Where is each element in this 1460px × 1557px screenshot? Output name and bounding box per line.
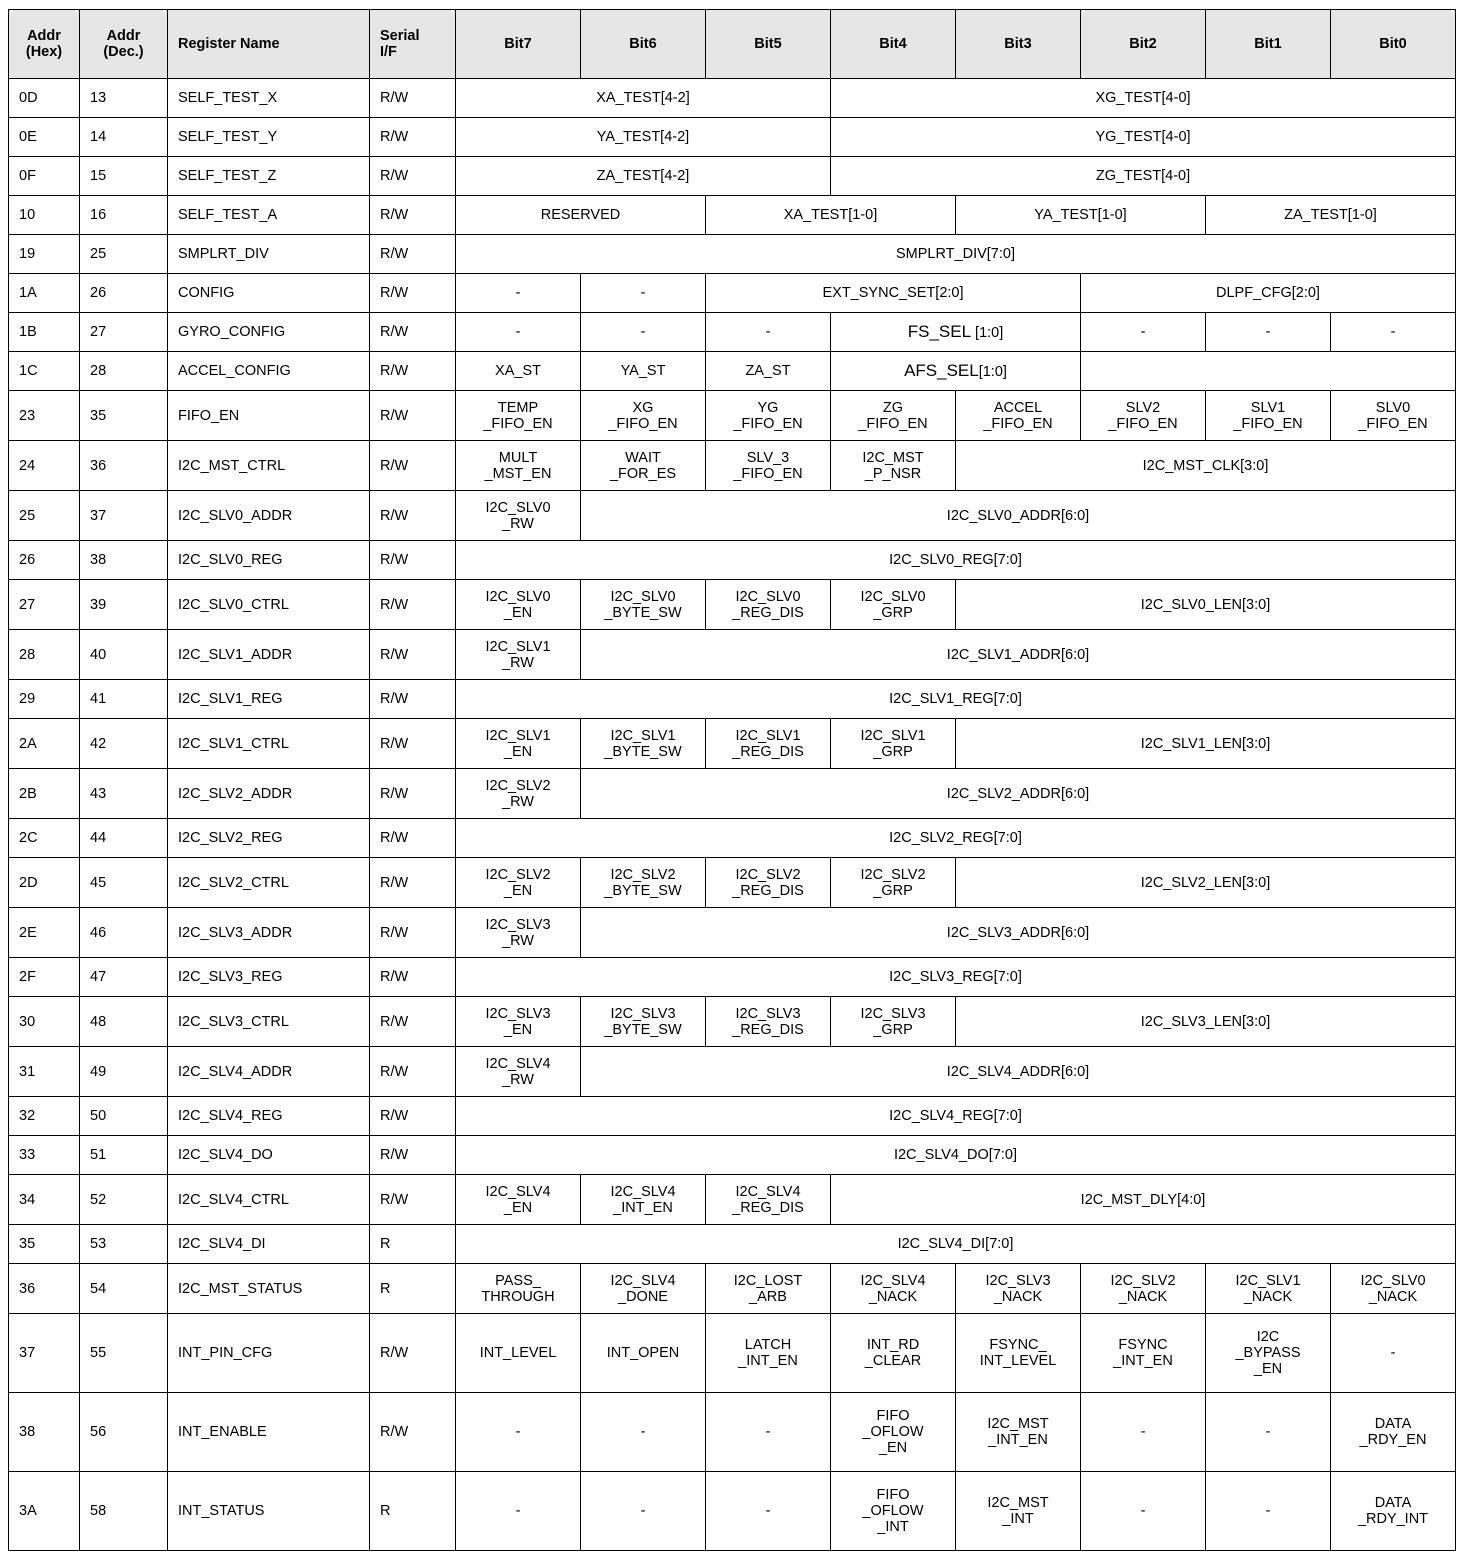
addr-dec-cell: 56	[80, 1393, 168, 1472]
bit-field-cell: INT_OPEN	[581, 1314, 706, 1393]
serial-if-cell: R/W	[370, 1175, 456, 1225]
table-row	[9, 858, 1456, 908]
bit-field-cell: I2C_SLV1_ADDR[6:0]	[581, 630, 1456, 680]
register-rows	[9, 79, 1456, 1551]
bit-field-cell: -	[581, 1393, 706, 1472]
bit-field-cell: INT_RD _CLEAR	[831, 1314, 956, 1393]
register-name-cell: ACCEL_CONFIG	[168, 352, 370, 391]
bit-field-cell: I2C_SLV3_LEN[3:0]	[956, 997, 1456, 1047]
addr-dec-cell: 46	[80, 908, 168, 958]
addr-dec-cell: 14	[80, 118, 168, 157]
register-name-cell: GYRO_CONFIG	[168, 313, 370, 352]
bit-field-cell: I2C_LOST _ARB	[706, 1264, 831, 1314]
addr-dec-cell: 39	[80, 580, 168, 630]
addr-hex-cell: 0E	[9, 118, 80, 157]
table-row	[9, 196, 1456, 235]
addr-hex-cell: 33	[9, 1136, 80, 1175]
register-name-cell: I2C_SLV2_CTRL	[168, 858, 370, 908]
serial-if-cell: R	[370, 1472, 456, 1551]
bit-field-cell: I2C_SLV3_ADDR[6:0]	[581, 908, 1456, 958]
table-row	[9, 491, 1456, 541]
col-header-bit4: Bit4	[831, 10, 956, 79]
bit-field-cell: YA_ST	[581, 352, 706, 391]
serial-if-cell: R/W	[370, 630, 456, 680]
bit-field-cell: FIFO _OFLOW _INT	[831, 1472, 956, 1551]
register-name-cell: I2C_SLV4_ADDR	[168, 1047, 370, 1097]
addr-hex-cell: 32	[9, 1097, 80, 1136]
register-name-cell: SELF_TEST_A	[168, 196, 370, 235]
addr-dec-cell: 40	[80, 630, 168, 680]
register-name-cell: I2C_SLV4_CTRL	[168, 1175, 370, 1225]
bit-field-cell: FIFO _OFLOW _EN	[831, 1393, 956, 1472]
bit-field-cell: I2C _BYPASS _EN	[1206, 1314, 1331, 1393]
bit-field-name: FS_SEL	[907, 321, 972, 341]
bit-field-cell: I2C_SLV1 _EN	[456, 719, 581, 769]
addr-dec-cell: 43	[80, 769, 168, 819]
bit-field-cell: I2C_MST _INT_EN	[956, 1393, 1081, 1472]
bit-field-cell: I2C_SLV1 _RW	[456, 630, 581, 680]
bit-field-cell: I2C_SLV0 _NACK	[1331, 1264, 1456, 1314]
bit-field-cell: -	[706, 313, 831, 352]
table-row	[9, 157, 1456, 196]
addr-dec-cell: 47	[80, 958, 168, 997]
bit-field-cell: I2C_SLV4_DO[7:0]	[456, 1136, 1456, 1175]
serial-if-cell: R/W	[370, 352, 456, 391]
bit-field-range: [1:0]	[978, 363, 1007, 380]
table-row	[9, 769, 1456, 819]
addr-hex-cell: 31	[9, 1047, 80, 1097]
register-name-cell: I2C_SLV1_ADDR	[168, 630, 370, 680]
bit-field-cell	[1081, 352, 1456, 391]
col-header-addr-dec: Addr (Dec.)	[80, 10, 168, 79]
table-row	[9, 680, 1456, 719]
bit-field-cell: INT_LEVEL	[456, 1314, 581, 1393]
bit-field-cell	[831, 352, 1081, 391]
register-name-cell: I2C_SLV1_REG	[168, 680, 370, 719]
col-header-bit6: Bit6	[581, 10, 706, 79]
addr-hex-cell: 29	[9, 680, 80, 719]
serial-if-cell: R/W	[370, 769, 456, 819]
bit-field-cell: I2C_SLV0 _GRP	[831, 580, 956, 630]
serial-if-cell: R/W	[370, 680, 456, 719]
addr-hex-cell: 34	[9, 1175, 80, 1225]
serial-if-cell: R/W	[370, 1393, 456, 1472]
bit-field-cell: -	[1081, 313, 1206, 352]
addr-hex-cell: 10	[9, 196, 80, 235]
bit-field-cell: I2C_SLV3 _REG_DIS	[706, 997, 831, 1047]
register-name-cell: I2C_SLV4_REG	[168, 1097, 370, 1136]
serial-if-cell: R/W	[370, 157, 456, 196]
bit-field-cell: FSYNC _INT_EN	[1081, 1314, 1206, 1393]
bit-field-cell: ZA_ST	[706, 352, 831, 391]
register-name-cell: SELF_TEST_Z	[168, 157, 370, 196]
addr-hex-cell: 1A	[9, 274, 80, 313]
bit-field-cell: XA_TEST[1-0]	[706, 196, 956, 235]
register-name-cell: I2C_SLV0_REG	[168, 541, 370, 580]
addr-hex-cell: 2D	[9, 858, 80, 908]
bit-field-cell: SMPLRT_DIV[7:0]	[456, 235, 1456, 274]
register-name-cell: I2C_MST_STATUS	[168, 1264, 370, 1314]
addr-dec-cell: 13	[80, 79, 168, 118]
bit-field-cell: I2C_SLV1 _NACK	[1206, 1264, 1331, 1314]
addr-hex-cell: 28	[9, 630, 80, 680]
bit-field-cell: ZG_TEST[4-0]	[831, 157, 1456, 196]
addr-dec-cell: 42	[80, 719, 168, 769]
addr-dec-cell: 15	[80, 157, 168, 196]
addr-hex-cell: 1B	[9, 313, 80, 352]
table-row	[9, 1225, 1456, 1264]
bit-field-cell: ZG _FIFO_EN	[831, 391, 956, 441]
bit-field-cell: I2C_SLV1_LEN[3:0]	[956, 719, 1456, 769]
bit-field-cell: I2C_SLV2_REG[7:0]	[456, 819, 1456, 858]
register-name-cell: FIFO_EN	[168, 391, 370, 441]
register-map-table	[8, 9, 1456, 1551]
addr-hex-cell: 2E	[9, 908, 80, 958]
bit-field-cell: I2C_SLV3 _BYTE_SW	[581, 997, 706, 1047]
bit-field-cell: TEMP _FIFO_EN	[456, 391, 581, 441]
bit-field-cell: -	[1081, 1393, 1206, 1472]
serial-if-cell: R	[370, 1225, 456, 1264]
table-row	[9, 79, 1456, 118]
register-name-cell: I2C_SLV2_ADDR	[168, 769, 370, 819]
col-header-bit1: Bit1	[1206, 10, 1331, 79]
bit-field-cell: I2C_MST_DLY[4:0]	[831, 1175, 1456, 1225]
table-row	[9, 313, 1456, 352]
bit-field-cell: -	[706, 1393, 831, 1472]
bit-field-cell: LATCH _INT_EN	[706, 1314, 831, 1393]
addr-hex-cell: 25	[9, 491, 80, 541]
addr-hex-cell: 3A	[9, 1472, 80, 1551]
bit-field-cell: I2C_SLV0 _REG_DIS	[706, 580, 831, 630]
register-name-cell: I2C_SLV3_REG	[168, 958, 370, 997]
col-header-addr-hex: Addr (Hex)	[9, 10, 80, 79]
register-name-cell: SELF_TEST_X	[168, 79, 370, 118]
bit-field-cell: I2C_SLV3 _NACK	[956, 1264, 1081, 1314]
addr-hex-cell: 37	[9, 1314, 80, 1393]
register-name-cell: INT_PIN_CFG	[168, 1314, 370, 1393]
serial-if-cell: R/W	[370, 313, 456, 352]
bit-field-cell: -	[456, 313, 581, 352]
bit-field-cell: -	[1331, 1314, 1456, 1393]
serial-if-cell: R/W	[370, 858, 456, 908]
bit-field-cell: I2C_MST _INT	[956, 1472, 1081, 1551]
addr-dec-cell: 48	[80, 997, 168, 1047]
table-row	[9, 441, 1456, 491]
serial-if-cell: R/W	[370, 541, 456, 580]
bit-field-cell: -	[1331, 313, 1456, 352]
addr-hex-cell: 2F	[9, 958, 80, 997]
addr-dec-cell: 44	[80, 819, 168, 858]
addr-hex-cell: 30	[9, 997, 80, 1047]
table-row	[9, 352, 1456, 391]
addr-hex-cell: 0F	[9, 157, 80, 196]
table-row	[9, 580, 1456, 630]
bit-field-cell: XA_ST	[456, 352, 581, 391]
bit-field-cell: I2C_SLV1 _GRP	[831, 719, 956, 769]
bit-field-cell: I2C_SLV2_LEN[3:0]	[956, 858, 1456, 908]
bit-field-cell: WAIT _FOR_ES	[581, 441, 706, 491]
table-row	[9, 1097, 1456, 1136]
addr-hex-cell: 2C	[9, 819, 80, 858]
bit-field-cell: I2C_SLV0 _BYTE_SW	[581, 580, 706, 630]
bit-field-cell: I2C_SLV0_ADDR[6:0]	[581, 491, 1456, 541]
table-row	[9, 1393, 1456, 1472]
addr-dec-cell: 25	[80, 235, 168, 274]
bit-field-cell: I2C_SLV4 _DONE	[581, 1264, 706, 1314]
col-header-register-name: Register Name	[168, 10, 370, 79]
bit-field-cell: I2C_SLV3 _GRP	[831, 997, 956, 1047]
bit-field-cell: I2C_SLV4 _INT_EN	[581, 1175, 706, 1225]
bit-field-cell: -	[456, 1393, 581, 1472]
bit-field-cell: I2C_MST_CLK[3:0]	[956, 441, 1456, 491]
bit-field-cell: -	[1206, 313, 1331, 352]
serial-if-cell: R/W	[370, 441, 456, 491]
bit-field-cell: -	[1081, 1472, 1206, 1551]
addr-hex-cell: 2A	[9, 719, 80, 769]
bit-field-cell: I2C_SLV4_REG[7:0]	[456, 1097, 1456, 1136]
register-name-cell: I2C_MST_CTRL	[168, 441, 370, 491]
serial-if-cell: R	[370, 1264, 456, 1314]
bit-field-cell: I2C_SLV2 _GRP	[831, 858, 956, 908]
bit-field-cell: I2C_SLV2 _BYTE_SW	[581, 858, 706, 908]
addr-dec-cell: 36	[80, 441, 168, 491]
bit-field-cell: XG _FIFO_EN	[581, 391, 706, 441]
bit-field-cell: -	[1206, 1393, 1331, 1472]
addr-dec-cell: 27	[80, 313, 168, 352]
serial-if-cell: R/W	[370, 391, 456, 441]
register-name-cell: I2C_SLV4_DI	[168, 1225, 370, 1264]
bit-field-cell: I2C_SLV2_ADDR[6:0]	[581, 769, 1456, 819]
bit-field-cell: RESERVED	[456, 196, 706, 235]
serial-if-cell: R/W	[370, 79, 456, 118]
bit-field-cell: SLV_3 _FIFO_EN	[706, 441, 831, 491]
addr-dec-cell: 41	[80, 680, 168, 719]
addr-dec-cell: 38	[80, 541, 168, 580]
serial-if-cell: R/W	[370, 118, 456, 157]
col-header-bit7: Bit7	[456, 10, 581, 79]
col-header-bit3: Bit3	[956, 10, 1081, 79]
table-row	[9, 391, 1456, 441]
bit-field-cell: I2C_SLV2 _RW	[456, 769, 581, 819]
bit-field-cell: I2C_SLV2 _EN	[456, 858, 581, 908]
col-header-bit5: Bit5	[706, 10, 831, 79]
bit-field-cell: I2C_SLV4 _EN	[456, 1175, 581, 1225]
bit-field-cell: I2C_SLV3_REG[7:0]	[456, 958, 1456, 997]
addr-hex-cell: 1C	[9, 352, 80, 391]
bit-field-cell: XA_TEST[4-2]	[456, 79, 831, 118]
addr-dec-cell: 54	[80, 1264, 168, 1314]
table-row	[9, 997, 1456, 1047]
serial-if-cell: R/W	[370, 719, 456, 769]
bit-field-cell: MULT _MST_EN	[456, 441, 581, 491]
bit-field-cell: I2C_SLV0 _RW	[456, 491, 581, 541]
addr-dec-cell: 52	[80, 1175, 168, 1225]
bit-field-cell: -	[456, 1472, 581, 1551]
bit-field-cell: DLPF_CFG[2:0]	[1081, 274, 1456, 313]
col-header-serial-if: Serial I/F	[370, 10, 456, 79]
bit-field-cell: DATA _RDY_INT	[1331, 1472, 1456, 1551]
bit-field-cell: I2C_SLV4 _NACK	[831, 1264, 956, 1314]
register-name-cell: SELF_TEST_Y	[168, 118, 370, 157]
addr-hex-cell: 24	[9, 441, 80, 491]
table-row	[9, 1314, 1456, 1393]
serial-if-cell: R/W	[370, 196, 456, 235]
bit-field-cell: I2C_SLV2 _NACK	[1081, 1264, 1206, 1314]
table-row	[9, 908, 1456, 958]
register-name-cell: I2C_SLV2_REG	[168, 819, 370, 858]
bit-field-cell: SLV1 _FIFO_EN	[1206, 391, 1331, 441]
addr-hex-cell: 19	[9, 235, 80, 274]
serial-if-cell: R/W	[370, 274, 456, 313]
bit-field-cell: -	[456, 274, 581, 313]
bit-field-cell: I2C_SLV0 _EN	[456, 580, 581, 630]
table-row	[9, 1472, 1456, 1551]
addr-hex-cell: 38	[9, 1393, 80, 1472]
serial-if-cell: R/W	[370, 1097, 456, 1136]
table-row	[9, 1136, 1456, 1175]
bit-field-cell: I2C_SLV4_ADDR[6:0]	[581, 1047, 1456, 1097]
bit-field-cell: I2C_MST _P_NSR	[831, 441, 956, 491]
bit-field-cell: EXT_SYNC_SET[2:0]	[706, 274, 1081, 313]
serial-if-cell: R/W	[370, 235, 456, 274]
col-header-bit0: Bit0	[1331, 10, 1456, 79]
serial-if-cell: R/W	[370, 580, 456, 630]
bit-field-cell: PASS_ THROUGH	[456, 1264, 581, 1314]
addr-hex-cell: 35	[9, 1225, 80, 1264]
addr-dec-cell: 50	[80, 1097, 168, 1136]
addr-hex-cell: 2B	[9, 769, 80, 819]
table-row	[9, 958, 1456, 997]
bit-field-cell: I2C_SLV1 _REG_DIS	[706, 719, 831, 769]
table-row	[9, 1264, 1456, 1314]
bit-field-cell: -	[581, 274, 706, 313]
addr-hex-cell: 27	[9, 580, 80, 630]
addr-dec-cell: 55	[80, 1314, 168, 1393]
bit-field-cell: I2C_SLV0_REG[7:0]	[456, 541, 1456, 580]
bit-field-cell: I2C_SLV4_DI[7:0]	[456, 1225, 1456, 1264]
serial-if-cell: R/W	[370, 1314, 456, 1393]
serial-if-cell: R/W	[370, 1136, 456, 1175]
serial-if-cell: R/W	[370, 908, 456, 958]
header-row	[9, 10, 1456, 79]
addr-dec-cell: 58	[80, 1472, 168, 1551]
bit-field-cell: I2C_SLV0_LEN[3:0]	[956, 580, 1456, 630]
addr-hex-cell: 36	[9, 1264, 80, 1314]
register-name-cell: INT_STATUS	[168, 1472, 370, 1551]
bit-field-cell: ZA_TEST[1-0]	[1206, 196, 1456, 235]
bit-field-cell: -	[581, 313, 706, 352]
bit-field-cell: YA_TEST[4-2]	[456, 118, 831, 157]
table-row	[9, 118, 1456, 157]
addr-hex-cell: 23	[9, 391, 80, 441]
addr-dec-cell: 26	[80, 274, 168, 313]
table-row	[9, 274, 1456, 313]
bit-field-cell: SLV0 _FIFO_EN	[1331, 391, 1456, 441]
bit-field-cell: I2C_SLV2 _REG_DIS	[706, 858, 831, 908]
register-name-cell: CONFIG	[168, 274, 370, 313]
bit-field-cell: ACCEL _FIFO_EN	[956, 391, 1081, 441]
addr-dec-cell: 51	[80, 1136, 168, 1175]
table-row	[9, 630, 1456, 680]
bit-field-cell: YG _FIFO_EN	[706, 391, 831, 441]
serial-if-cell: R/W	[370, 819, 456, 858]
register-name-cell: I2C_SLV4_DO	[168, 1136, 370, 1175]
table-row	[9, 1047, 1456, 1097]
bit-field-cell: -	[1206, 1472, 1331, 1551]
table-row	[9, 819, 1456, 858]
addr-hex-cell: 26	[9, 541, 80, 580]
bit-field-cell: I2C_SLV3 _EN	[456, 997, 581, 1047]
addr-dec-cell: 45	[80, 858, 168, 908]
bit-field-cell: SLV2 _FIFO_EN	[1081, 391, 1206, 441]
serial-if-cell: R/W	[370, 1047, 456, 1097]
bit-field-cell: I2C_SLV1 _BYTE_SW	[581, 719, 706, 769]
register-name-cell: INT_ENABLE	[168, 1393, 370, 1472]
bit-field-cell: XG_TEST[4-0]	[831, 79, 1456, 118]
bit-field-cell: -	[581, 1472, 706, 1551]
col-header-bit2: Bit2	[1081, 10, 1206, 79]
table-row	[9, 541, 1456, 580]
bit-field-cell	[831, 313, 1081, 352]
bit-field-cell: I2C_SLV4 _REG_DIS	[706, 1175, 831, 1225]
addr-dec-cell: 35	[80, 391, 168, 441]
bit-field-cell: YA_TEST[1-0]	[956, 196, 1206, 235]
table-row	[9, 235, 1456, 274]
bit-field-cell: I2C_SLV1_REG[7:0]	[456, 680, 1456, 719]
bit-field-name: AFS_SEL	[904, 360, 979, 380]
addr-dec-cell: 37	[80, 491, 168, 541]
bit-field-cell: FSYNC_ INT_LEVEL	[956, 1314, 1081, 1393]
addr-dec-cell: 49	[80, 1047, 168, 1097]
bit-field-cell: -	[706, 1472, 831, 1551]
addr-dec-cell: 53	[80, 1225, 168, 1264]
bit-field-range: [1:0]	[971, 324, 1004, 341]
table-row	[9, 1175, 1456, 1225]
register-name-cell: I2C_SLV0_CTRL	[168, 580, 370, 630]
addr-dec-cell: 28	[80, 352, 168, 391]
register-name-cell: I2C_SLV1_CTRL	[168, 719, 370, 769]
bit-field-cell: ZA_TEST[4-2]	[456, 157, 831, 196]
addr-hex-cell: 0D	[9, 79, 80, 118]
register-name-cell: SMPLRT_DIV	[168, 235, 370, 274]
addr-dec-cell: 16	[80, 196, 168, 235]
register-name-cell: I2C_SLV3_CTRL	[168, 997, 370, 1047]
serial-if-cell: R/W	[370, 491, 456, 541]
bit-field-cell: YG_TEST[4-0]	[831, 118, 1456, 157]
serial-if-cell: R/W	[370, 958, 456, 997]
register-name-cell: I2C_SLV0_ADDR	[168, 491, 370, 541]
register-name-cell: I2C_SLV3_ADDR	[168, 908, 370, 958]
bit-field-cell: DATA _RDY_EN	[1331, 1393, 1456, 1472]
bit-field-cell: I2C_SLV4 _RW	[456, 1047, 581, 1097]
table-row	[9, 719, 1456, 769]
bit-field-cell: I2C_SLV3 _RW	[456, 908, 581, 958]
serial-if-cell: R/W	[370, 997, 456, 1047]
